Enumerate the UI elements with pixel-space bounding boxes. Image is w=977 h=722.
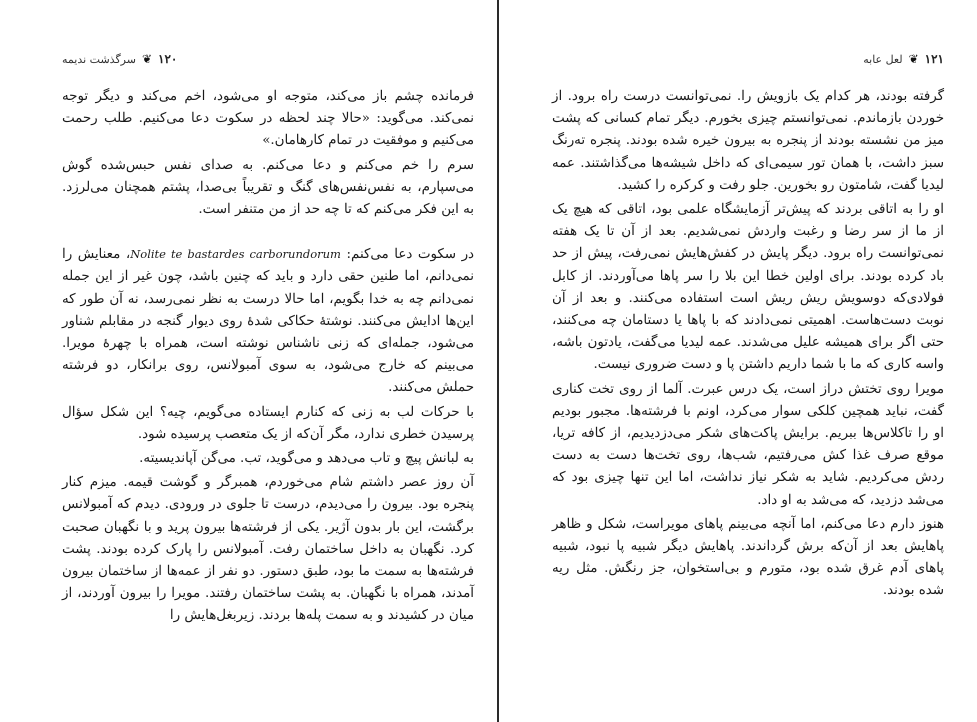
ornament-icon: ❦ [141,52,153,66]
right-page-body [552,86,944,603]
paragraph: آن روز عصر داشتم شام می‌خوردم، همبرگر و گوشت قیمه. میزم کنار پنجره بود. بیرون را می‌دیدم، درست تا جلوی در ورودی. دیدم که آمبولانس برگشت، این بار بدون آژیر. یکی از فرشته‌ها بیرون پرید و با نگهبان صحبت کرد. نگهبان به داخل ساختمان رفت. آمبولانس را پارک کرده بودند. پشت فرشته‌ها به سمت ما بود، طبق دستور. دو نفر از عمه‌ها از ساختمان بیرون آمدند، همراه با نگهبان. به پشت ساختمان رفتند. مویرا را بیرون آوردند، از میان در کشیدند و به سمت پله‌ها بردند. زیربغل‌هایش را [62,475,474,624]
paragraph: گرفته بودند، هر کدام یک بازویش را. نمی‌توانست درست راه برود. از خوردن بازماندم. نمی‌توانستم چیزی بخورم. دیگر تمام کسانی که پشت میز من نشسته بودند از پنجره به بیرون خیره شده بودند. پنجره ته‌رنگ سبز داشت، با همان تور سیمی‌ای که داخل شیشه‌ها می‌گذاشتند. عمه لیدیا گفت، شامتون رو بخورین. جلو رفت و کرکره را کشید. [552,89,944,193]
book-gutter [497,0,499,722]
right-running-title: لعل عابه [863,52,903,66]
paragraph: او را به اتاقی بردند که پیش‌تر آزمایشگاه علمی بود، اتاقی که هیچ یک از ما از سر رضا و رغبت واردش نمی‌شدیم. بعد از آن تا یک هفته نمی‌توانست راه برود. دیگر پایش در کفش‌هایش نمی‌رفت، پیش از حد باد کرده بودند. برای اولین خطا این بلا را سر پاها می‌آوردند. از کابل فولادی‌که دوسویش ریش ریش است استفاده می‌کنند. و بعد از آن نوبت دست‌هاست. اهمیتی نمی‌دادند که با پاها یا دستامان چه می‌کنند، حتی اگر برای همیشه علیل می‌شدند. عمه لیدیا می‌گفت، یادتون باشه، واسه کاری که ما با شما داریم داشتن پا و دست ضروری نیست. [552,202,944,373]
left-running-title: سرگذشت ندیمه [62,52,136,66]
paragraph-with-latin: در سکوت دعا می‌کنم: Nolite te bastardes carborundorum، معنایش را نمی‌دانم، اما طنین حقی دارد و باید که چنین باشد، چون غیر از این جمله نمی‌دانم چه به خدا بگویم، اما حالا درست به نظر نمی‌رسد، نه آن طور که این‌ها ادایش می‌کنند. نوشتهٔ حکاکی شدهٔ روی دیوار گنجه در مقابلم شناور می‌شود، جمله‌ای که زنی ناشناس نوشته است، همراه با چهرهٔ مویرا. می‌بینم که خارج می‌شود، به سوی آمبولانس، روی برانکار، دو فرشته حملش می‌کنند. [62,247,474,396]
right-page [552,48,944,605]
ornament-icon: ❦ [908,52,919,66]
paragraph: مویرا روی تختش دراز است، یک درس عبرت. آلما از روی تخت کناری گفت، نباید همچین کلکی سوار می‌کرد، اونم با فرشته‌ها. مجبور بودیم او را تاکلاس‌ها ببریم. برایش پاکت‌های شکر می‌دزدیدیم، از کافه تریا، موقع صرف غذا کش می‌رفتیم، شب‌ها، روی تخت‌ها دست به دست ردش می‌کردیم. شاید به شکر نیاز نداشت، اما این تنها چیزی بود که می‌شد دزدید، که می‌شد به او داد. [552,381,944,508]
left-page-header [62,48,474,70]
paragraph: به لبانش پیچ و تاب می‌دهد و می‌گوید، تب. می‌گن آپاندیسیته. [139,451,474,467]
paragraph: هنوز دارم دعا می‌کنم، اما آنچه می‌بینم پاهای مویراست، شکل و ظاهر پاهایش بعد از آن‌که برش گرداندند. پاهایش دیگر شبیه پا نبود، شبیه پاهای آدم غرق شده بود، متورم و بی‌استخوان، جز رنگش. مثل ریه شده بودند. [552,516,944,599]
left-page-number: ۱۲۰ [158,52,178,66]
right-page-header [552,48,944,70]
paragraph: سرم را خم می‌کنم و دعا می‌کنم. به صدای نفس حبس‌شده گوش می‌سپارم، به نفس‌نفس‌های گنگ و تقریباً بی‌صدا، پشتم همچنان می‌لرزد. به این فکر می‌کنم که تا چه حد از من متنفر است. [62,157,474,218]
left-page-body [62,86,474,628]
paragraph: فرمانده چشم باز می‌کند، متوجه او می‌شود، اخم می‌کند و دیگر توجه نمی‌کند. می‌گوید: «حالا چند لحظه در سکوت دعا می‌کنیم. طلب رحمت می‌کنیم و موفقیت در تمام کارهامان.» [62,89,474,149]
latin-phrase: Nolite te bastardes carborundorum [130,247,341,262]
right-page-number: ۱۲۱ [924,52,944,66]
paragraph: با حرکات لب به زنی که کنارم ایستاده می‌گویم، چیه؟ این شکل سؤال پرسیدن خطری ندارد، مگر آن‌که از یک متعصب پرسیده شود. [62,404,474,442]
left-page [62,48,474,630]
